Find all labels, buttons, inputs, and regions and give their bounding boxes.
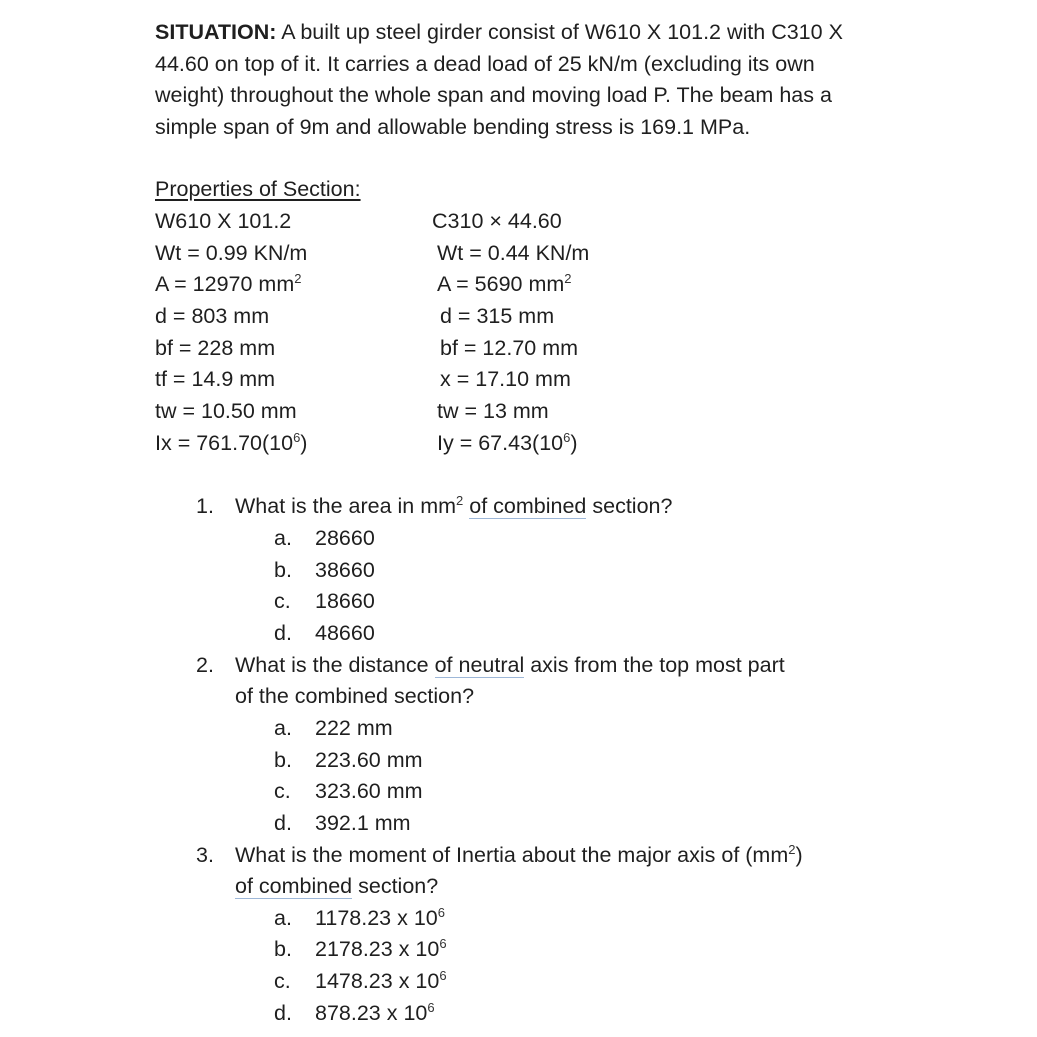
left-prop-row: A = 12970 $mm^2$	[155, 270, 302, 296]
option-text: 2178.23 x $10^6$	[315, 935, 447, 961]
option-text: 323.60 mm	[315, 779, 423, 803]
right-prop-row: tw = 13 mm	[437, 399, 549, 423]
option-letter: a.	[274, 716, 292, 740]
right-prop-row: $Iy = 67.43(10^6)$	[437, 429, 578, 455]
option-text: 48660	[315, 621, 375, 645]
option-text: 1478.23 x $10^6$	[315, 967, 447, 993]
question-text-line2: of the combined section?	[235, 684, 475, 708]
question-text: What is the area in $mm^2$ of combined section?	[235, 492, 673, 518]
left-prop-row: $Ix = 761.70(10^6)$	[155, 429, 308, 455]
option-text: 18660	[315, 589, 375, 613]
left-prop-row: tw = 10.50 mm	[155, 399, 297, 423]
right-prop-row: A = 5690 $mm^2$	[437, 270, 572, 296]
question-text-line2: of combined section?	[235, 874, 439, 898]
question-number: 2.	[196, 653, 214, 677]
right-section-title: C310 × 44.60	[432, 209, 562, 233]
properties-heading: Properties of Section:	[155, 177, 361, 201]
left-section-title: W610 X 101.2	[155, 209, 292, 233]
option-letter: a.	[274, 526, 292, 550]
left-prop-row: Wt = 0.99 KN/m	[155, 241, 308, 265]
option-letter: b.	[274, 937, 292, 961]
option-letter: c.	[274, 779, 291, 803]
right-prop-row: bf = 12.70 mm	[440, 336, 579, 360]
option-letter: b.	[274, 748, 292, 772]
option-text: 223.60 mm	[315, 748, 423, 772]
situation-label: SITUATION:	[155, 20, 277, 44]
situation-text: A built up steel girder consist of W610 X 101.2 with C310 X 44.60 on top of it. It carries a dead load of 25 kN/m (excluding its own weight) throughout the whole span and moving load P. The beam has a simple span of 9m and allowable bending stress is 169.1 MPa.	[155, 20, 843, 139]
option-text: 28660	[315, 526, 375, 550]
option-text: 222 mm	[315, 716, 393, 740]
right-prop-row: Wt = 0.44 KN/m	[437, 241, 590, 265]
option-letter: b.	[274, 558, 292, 582]
question-text: What is the distance of neutral axis from the top most part	[235, 653, 785, 677]
option-letter: a.	[274, 906, 292, 930]
option-text: 392.1 mm	[315, 811, 411, 835]
situation-paragraph	[155, 17, 875, 143]
option-letter: d.	[274, 811, 292, 835]
question-number: 3.	[196, 843, 214, 867]
option-text: 878.23 x $10^6$	[315, 999, 435, 1025]
left-prop-row: bf = 228 mm	[155, 336, 276, 360]
option-letter: d.	[274, 621, 292, 645]
option-letter: d.	[274, 1001, 292, 1025]
option-text: 1178.23 x $10^6$	[315, 904, 445, 930]
left-prop-row: d = 803 mm	[155, 304, 270, 328]
question-text: What is the moment of Inertia about the major axis of $(mm^2)$	[235, 841, 803, 867]
right-prop-row: x = 17.10 mm	[440, 367, 571, 391]
option-letter: c.	[274, 589, 291, 613]
option-letter: c.	[274, 969, 291, 993]
question-number: 1.	[196, 494, 214, 518]
left-prop-row: tf = 14.9 mm	[155, 367, 276, 391]
option-text: 38660	[315, 558, 375, 582]
right-prop-row: d = 315 mm	[440, 304, 555, 328]
